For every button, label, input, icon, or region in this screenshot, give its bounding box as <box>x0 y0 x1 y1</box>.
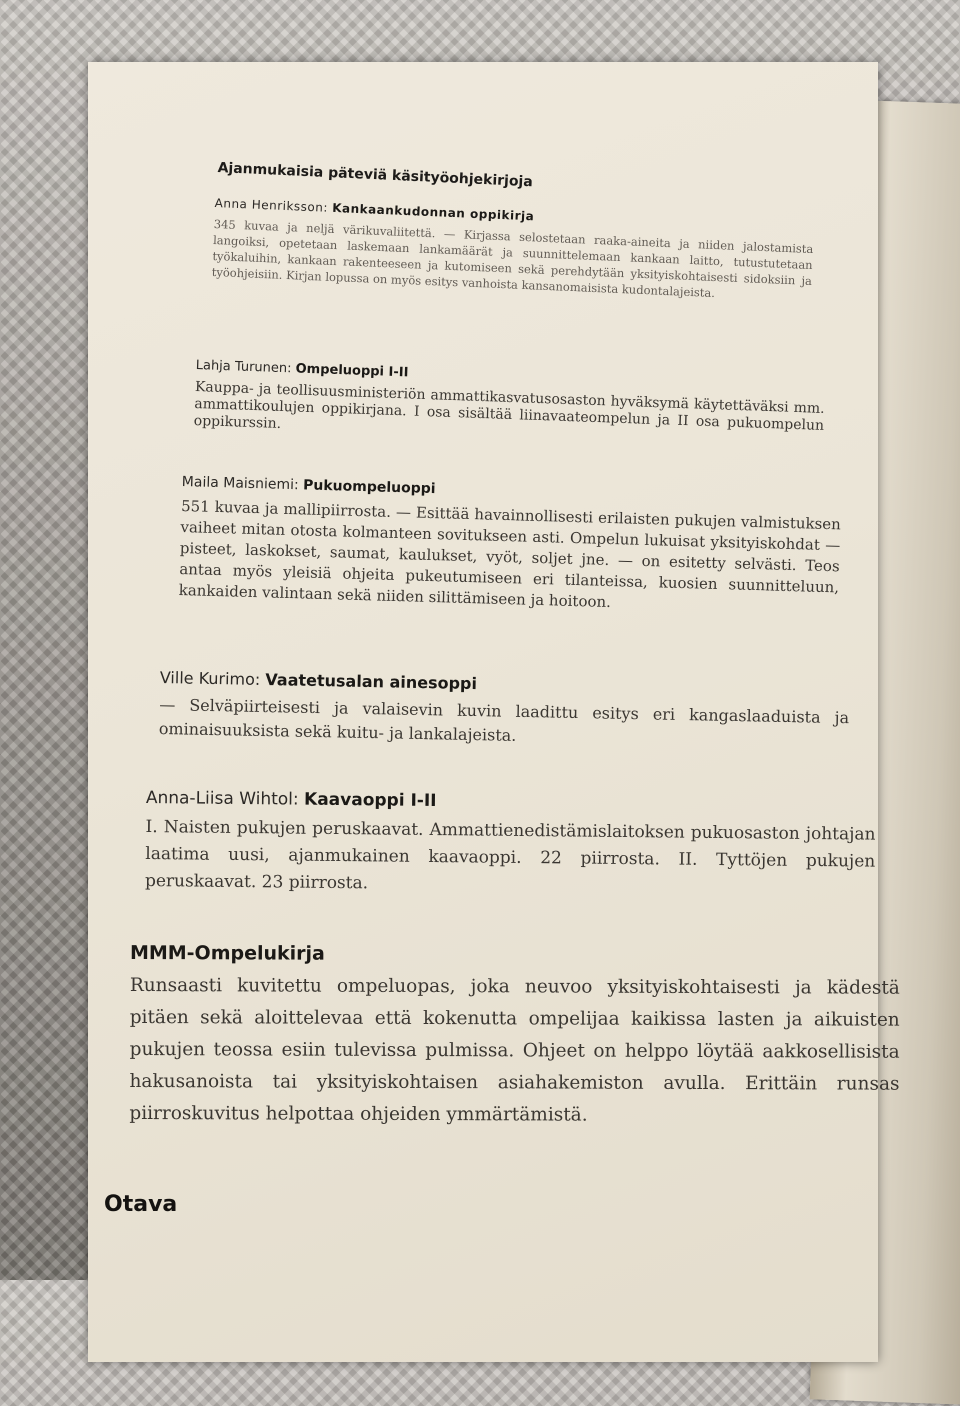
book-entry <box>193 358 825 452</box>
entry-author: Maila Maisniemi: <box>182 474 299 493</box>
book-entry <box>145 788 876 903</box>
book-entry <box>178 474 841 619</box>
entry-heading <box>130 942 900 967</box>
entry-title: Kankaankudonnan oppikirja <box>332 201 535 223</box>
entry-author: Ville Kurimo: <box>160 668 261 689</box>
series-heading: Ajanmukaisia päteviä käsityöohjekirjoja <box>217 160 533 190</box>
entry-description: 551 kuvaa ja mallipiirrosta. — Esittää havainnollisesti erilaisten pukujen valmistuksen vaiheet mitan otosta kolmanteen sovitukseen asti. Ompelun lukuisat yksityiskohdat — pisteet, laskokset, saumat, kaulukset, vyöt, soljet jne. — on esitetty selvästi. Teos antaa myös yleisiä ohjeita pukeutumiseen eri tilanteissa, kuosien suunnitteluun, kankaiden valintaan sekä niiden silittämiseen ja hoitoon. <box>178 496 841 619</box>
book-entry <box>211 196 814 305</box>
entry-title: Ompeluoppi I-II <box>295 361 408 380</box>
publisher-name: Otava <box>104 1192 177 1217</box>
entry-title: Vaatetusalan ainesoppi <box>265 670 477 693</box>
entry-author: Anna Henriksson: <box>214 196 328 215</box>
entry-description: Kauppa- ja teollisuusministeriön ammattikasvatusosaston hyväksymä käytettäväksi mm. ammattikoulujen oppikirjana. I osa sisältää liinavaateompelun ja II osa pukuompelun oppikurssin. <box>193 379 824 452</box>
entry-description: I. Naisten pukujen peruskaavat. Ammattienedistämislaitoksen pukuosaston johtajan laatima uusi, ajanmukainen kaavaoppi. 22 piirrosta. II. Tyttöjen pukujen peruskaavat. 23 piirrosta. <box>145 814 876 903</box>
entry-title: Pukuompeluoppi <box>303 477 436 497</box>
entry-heading <box>146 788 876 816</box>
book-entry <box>159 668 850 754</box>
entry-title: MMM-Ompelukirja <box>130 942 325 965</box>
entry-description: Runsaasti kuvitettu ompeluopas, joka neuvoo yksityiskohtaisesti ja kädestä pitäen sekä aloittelevaa että kokenutta ompelijaa kaikissa lasten ja aikuisten pukujen teossa esiin tulevissa pulmissa. Ohjeet on helppo löytää aakkosellisista hakusanoista tai yksityiskohtaisen asiahakemiston avulla. Erittäin runsas piirroskuvitus helpottaa ohjeiden ymmärtämistä. <box>129 970 900 1133</box>
entry-title: Kaavaoppi I-II <box>304 790 437 811</box>
entry-description: — Selväpiirteisesti ja valaisevin kuvin laadittu esitys eri kangaslaaduista ja ominaisuuksista sekä kuitu- ja lankalajeista. <box>159 693 850 754</box>
entry-author: Anna-Liisa Wihtol: <box>146 788 299 810</box>
book-entry <box>129 942 900 1133</box>
entry-description: 345 kuvaa ja neljä värikuvaliitettä. — Kirjassa selostetaan raaka-aineita ja niiden jalostamista langoiksi, opetetaan laskemaan lankamäärät ja suunnittelemaan kankaan laitto, tutustutetaan työkaluihin, kankaan rakenteeseen ja kutomiseen sekä perehdytään yksityiskohtaisesti sidoksiin ja työohjeisiin. Kirjan lopussa on myös esitys vanhoista kansanomaisista kudontalajeista. <box>211 216 813 305</box>
entry-author: Lahja Turunen: <box>195 358 291 376</box>
